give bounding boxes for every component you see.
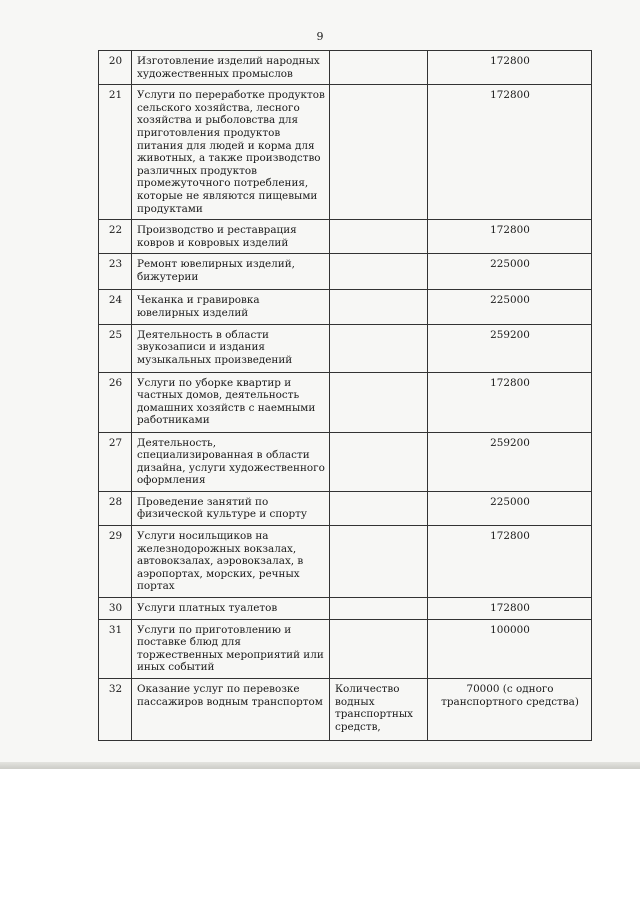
unit-cell (330, 526, 428, 598)
activity-name: Деятельность, специализированная в области дизайна, услуги художественного оформления (132, 432, 330, 491)
table-row (99, 372, 592, 432)
unit-cell (330, 598, 428, 620)
amount-cell: 172800 (428, 85, 592, 220)
activity-name: Изготовление изделий народных художественных промыслов (132, 51, 330, 85)
activity-name: Деятельность в области звукозаписи и издания музыкальных произведений (132, 324, 330, 372)
amount-cell: 172800 (428, 598, 592, 620)
row-number: 27 (99, 432, 132, 491)
row-number: 28 (99, 491, 132, 525)
row-number: 29 (99, 526, 132, 598)
unit-cell (330, 220, 428, 254)
unit-cell (330, 372, 428, 432)
activity-name: Проведение занятий по физической культуре и спорту (132, 491, 330, 525)
row-number: 26 (99, 372, 132, 432)
activity-name: Ремонт ювелирных изделий, бижутерии (132, 254, 330, 290)
row-number: 25 (99, 324, 132, 372)
row-number: 32 (99, 679, 132, 741)
unit-cell (330, 290, 428, 324)
tax-rates-table (98, 50, 592, 741)
amount-cell: 172800 (428, 220, 592, 254)
amount-cell: 225000 (428, 254, 592, 290)
row-number: 22 (99, 220, 132, 254)
table-row (99, 51, 592, 85)
page-number: 9 (316, 30, 324, 43)
amount-cell: 259200 (428, 324, 592, 372)
unit-cell (330, 432, 428, 491)
table-row (99, 598, 592, 620)
activity-name: Услуги по приготовлению и поставке блюд для торжественных мероприятий или иных событий (132, 619, 330, 678)
amount-cell: 172800 (428, 51, 592, 85)
activity-name: Услуги по уборке квартир и частных домов, деятельность домашних хозяйств с наемными работниками (132, 372, 330, 432)
amount-cell: 172800 (428, 526, 592, 598)
row-number: 30 (99, 598, 132, 620)
table-row (99, 526, 592, 598)
activity-name: Чеканка и гравировка ювелирных изделий (132, 290, 330, 324)
unit-cell (330, 254, 428, 290)
activity-name: Производство и реставрация ковров и ковровых изделий (132, 220, 330, 254)
table-row (99, 491, 592, 525)
unit-cell (330, 491, 428, 525)
unit-cell (330, 51, 428, 85)
activity-name: Услуги платных туалетов (132, 598, 330, 620)
row-number: 24 (99, 290, 132, 324)
table-row (99, 324, 592, 372)
scan-bottom-edge (0, 762, 640, 768)
amount-cell: 259200 (428, 432, 592, 491)
activity-name: Услуги носильщиков на железнодорожных вокзалах, автовокзалах, аэровокзалах, в аэропортах, морских, речных портах (132, 526, 330, 598)
activity-name: Услуги по переработке продуктов сельского хозяйства, лесного хозяйства и рыболовства для приготовления продуктов питания для людей и корма для животных, а также производство различных продуктов промежуточного потребления, которые не являются пищевыми продуктами (132, 85, 330, 220)
table-row (99, 290, 592, 324)
row-number: 23 (99, 254, 132, 290)
table-row (99, 432, 592, 491)
table-row (99, 619, 592, 678)
amount-cell: 70000 (с одного транспортного средства) (428, 679, 592, 741)
unit-cell (330, 324, 428, 372)
table-row (99, 679, 592, 741)
row-number: 20 (99, 51, 132, 85)
amount-cell: 100000 (428, 619, 592, 678)
amount-cell: 225000 (428, 290, 592, 324)
amount-cell: 225000 (428, 491, 592, 525)
row-number: 21 (99, 85, 132, 220)
unit-cell (330, 619, 428, 678)
table-row (99, 254, 592, 290)
unit-cell: Количество водных транспортных средств, (330, 679, 428, 741)
activity-name: Оказание услуг по перевозке пассажиров водным транспортом (132, 679, 330, 741)
amount-cell: 172800 (428, 372, 592, 432)
unit-cell (330, 85, 428, 220)
row-number: 31 (99, 619, 132, 678)
table-row (99, 220, 592, 254)
table-row (99, 85, 592, 220)
